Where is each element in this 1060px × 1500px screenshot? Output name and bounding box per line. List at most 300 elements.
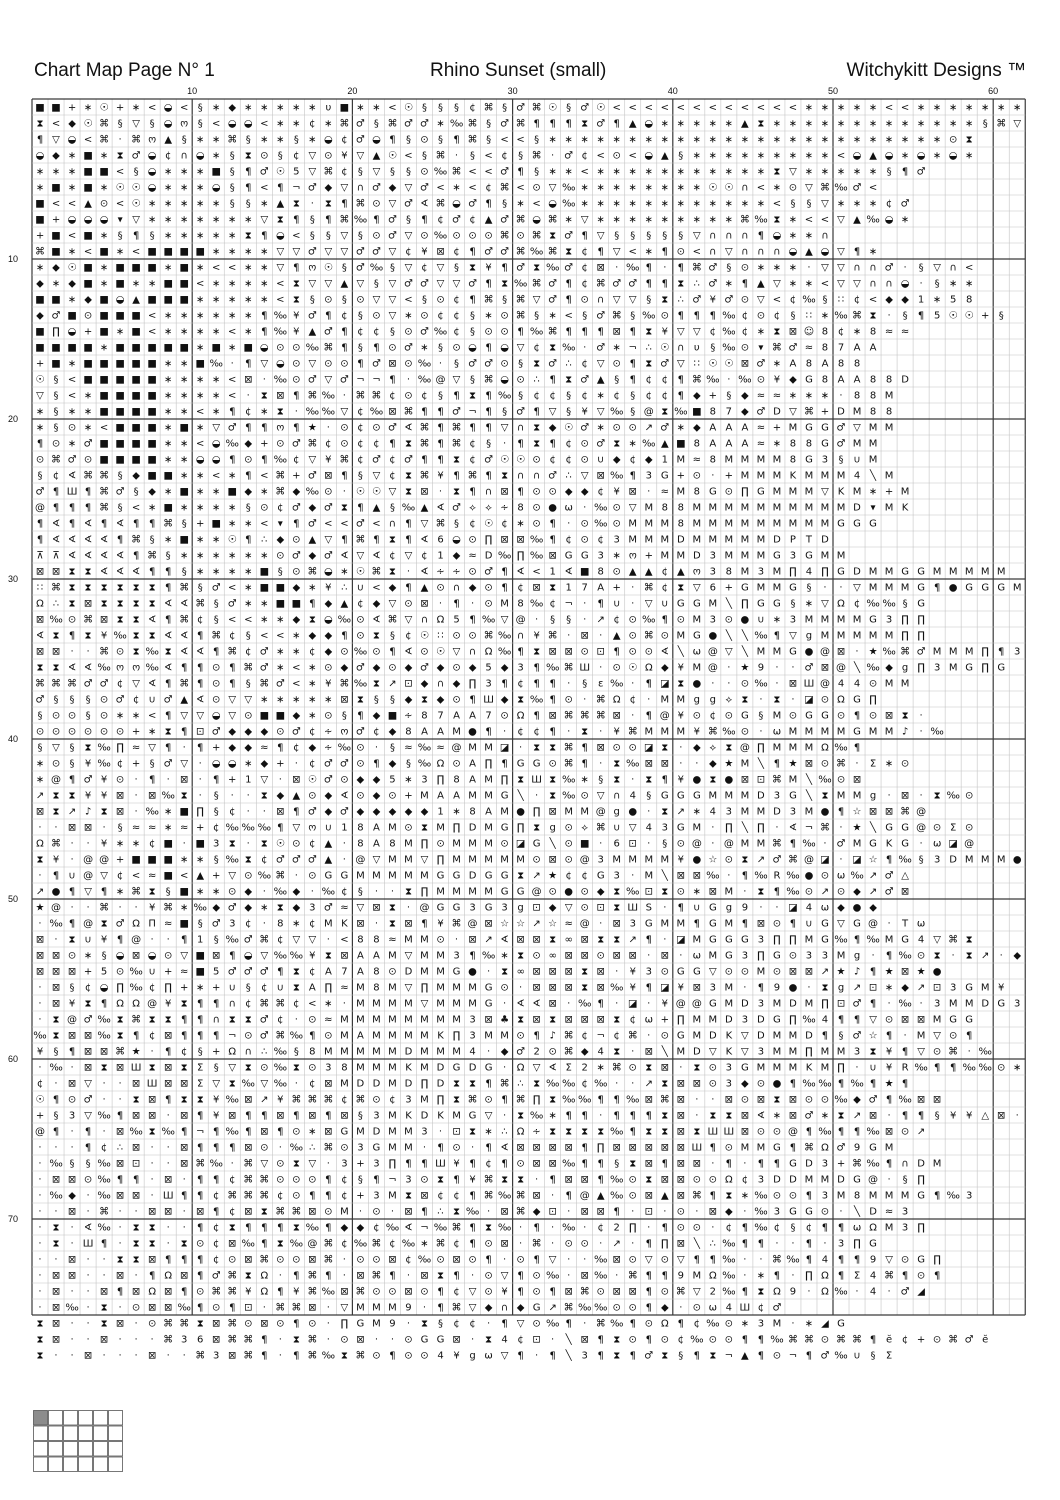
stitch-symbol: 1 (245, 774, 252, 786)
stitch-symbol: ◒ (644, 118, 654, 130)
stitch-symbol: ∗ (244, 310, 253, 322)
stitch-symbol: ⌘ (275, 1206, 286, 1218)
stitch-symbol: ¶ (405, 518, 412, 530)
stitch-symbol: ∗ (147, 198, 157, 210)
stitch-symbol: ⧗ (180, 790, 188, 802)
stitch-symbol: ⊠ (676, 1078, 686, 1090)
stitch-symbol: ∗ (35, 166, 45, 178)
stitch-symbol: ☉ (628, 662, 638, 674)
stitch-symbol: ⊙ (420, 646, 429, 658)
stitch-symbol: @ (83, 870, 94, 882)
stitch-symbol: ∗ (676, 134, 686, 146)
stitch-symbol: § (245, 502, 251, 514)
stitch-symbol: ¶ (229, 1302, 236, 1314)
stitch-symbol: D (404, 966, 413, 978)
stitch-symbol: ¶ (853, 1126, 861, 1138)
stitch-symbol: ╲ (565, 1350, 572, 1362)
thumbnail-page-cell (64, 1442, 78, 1457)
stitch-symbol: M (820, 550, 830, 562)
stitch-symbol: ∗ (804, 390, 814, 402)
stitch-symbol: ◒ (211, 438, 221, 450)
stitch-symbol: ⧗ (933, 950, 941, 962)
stitch-symbol: ¶ (837, 1126, 845, 1138)
stitch-symbol: ¢ (421, 550, 428, 562)
stitch-symbol: ⧗ (549, 582, 557, 594)
stitch-symbol: ♂ (387, 230, 397, 242)
stitch-symbol: g (725, 902, 733, 914)
stitch-symbol: ⌘ (99, 902, 110, 914)
stitch-symbol: ‰ (97, 758, 111, 770)
stitch-symbol: ¢ (341, 134, 348, 146)
stitch-symbol: ⌘ (627, 1270, 638, 1282)
stitch-symbol: ⌘ (99, 470, 110, 482)
stitch-symbol: · (342, 998, 346, 1010)
stitch-symbol: · (855, 1286, 859, 1298)
stitch-symbol: ‰ (642, 614, 656, 626)
stitch-symbol: + (404, 790, 413, 802)
stitch-symbol: § (133, 486, 139, 498)
stitch-symbol: ‰ (417, 1254, 432, 1266)
stitch-symbol: ▽ (821, 598, 829, 610)
stitch-symbol: + (51, 214, 61, 226)
stitch-symbol: ∗ (179, 438, 189, 450)
stitch-symbol: ∗ (868, 486, 878, 498)
chart-map-page-label: Chart Map Page N° 1 (34, 60, 215, 81)
stitch-symbol: ‰ (706, 870, 720, 882)
stitch-symbol: M (580, 806, 590, 818)
stitch-symbol: Ω (821, 742, 829, 754)
stitch-symbol: ♂ (403, 278, 413, 290)
stitch-symbol: M (836, 470, 846, 482)
stitch-symbol: ⊙ (548, 758, 557, 770)
stitch-symbol: ⊙ (756, 1126, 766, 1138)
stitch-symbol: · (38, 1286, 42, 1298)
stitch-symbol: ⊠ (228, 1350, 237, 1362)
stitch-symbol: G (837, 566, 845, 578)
stitch-symbol: G (532, 758, 541, 770)
stitch-symbol: ☉ (131, 198, 141, 210)
stitch-symbol: ‰ (497, 550, 512, 562)
stitch-symbol: ∗ (724, 198, 734, 210)
stitch-symbol: · (374, 918, 379, 930)
stitch-symbol: ⧗ (741, 854, 749, 866)
stitch-symbol: ∗ (179, 230, 189, 242)
stitch-symbol: G (340, 1126, 349, 1138)
stitch-symbol: § (982, 118, 988, 130)
stitch-symbol: ∗ (804, 166, 814, 178)
column-number: 20 (347, 86, 358, 96)
stitch-symbol: < (244, 614, 253, 626)
stitch-symbol: ¶ (549, 694, 556, 706)
stitch-symbol: ■ (131, 358, 141, 370)
stitch-symbol: ¢ (773, 310, 781, 322)
stitch-symbol: ‰ (529, 1110, 544, 1122)
stitch-symbol: ■ (179, 806, 189, 818)
stitch-symbol: ¥ (100, 838, 108, 850)
stitch-symbol: ⧗ (276, 1238, 284, 1250)
stitch-symbol: ∢ (500, 1142, 509, 1154)
stitch-symbol: ⊠ (788, 1110, 798, 1122)
stitch-symbol: · (711, 838, 715, 850)
stitch-symbol: · (86, 646, 90, 658)
stitch-symbol: ⊠ (564, 1014, 573, 1026)
stitch-symbol: ▽ (260, 1078, 269, 1090)
stitch-symbol: § (389, 502, 395, 514)
stitch-symbol: · (711, 822, 715, 834)
thumbnail-page-cell (94, 1457, 108, 1472)
stitch-symbol: ¢ (213, 1222, 220, 1234)
stitch-symbol: @ (35, 1126, 46, 1138)
stitch-symbol: ♂ (420, 662, 429, 674)
stitch-symbol: ∗ (35, 774, 45, 786)
stitch-symbol: ¶ (229, 406, 236, 418)
stitch-symbol: § (293, 1046, 299, 1058)
stitch-symbol: ⧗ (36, 1334, 44, 1346)
stitch-symbol: ⧗ (549, 934, 557, 946)
stitch-symbol: ■ (99, 310, 109, 322)
stitch-symbol: ⧗ (84, 998, 92, 1010)
stitch-symbol: ¶ (245, 1126, 252, 1138)
stitch-symbol: G (869, 1238, 877, 1250)
stitch-symbol: M (868, 630, 878, 642)
stitch-symbol: M (868, 438, 878, 450)
stitch-symbol: ‰ (337, 614, 352, 626)
stitch-symbol: ⊙ (452, 758, 461, 770)
stitch-symbol: · (38, 1174, 42, 1186)
stitch-symbol: ∗ (948, 278, 958, 290)
stitch-symbol: < (67, 198, 77, 210)
stitch-symbol: § (454, 358, 460, 370)
stitch-symbol: 5 (453, 614, 460, 626)
stitch-symbol: ⊙ (628, 1302, 637, 1314)
stitch-symbol: A (453, 790, 460, 802)
stitch-symbol: G (452, 966, 461, 978)
stitch-symbol: ∗ (324, 118, 333, 130)
stitch-symbol: 8 (789, 454, 797, 466)
stitch-symbol: ⊙ (564, 838, 573, 850)
stitch-symbol: ¶ (68, 774, 76, 786)
stitch-symbol: ♂ (596, 310, 606, 322)
stitch-symbol: · (711, 678, 715, 690)
stitch-symbol: M (932, 1014, 942, 1026)
stitch-symbol: ◆ (356, 806, 365, 818)
stitch-symbol: ⧗ (340, 502, 348, 514)
stitch-symbol: ‰ (321, 1286, 336, 1298)
stitch-symbol: · (727, 374, 731, 386)
stitch-symbol: < (228, 614, 237, 626)
stitch-symbol: ≈ (340, 902, 349, 914)
stitch-symbol: ♂ (227, 422, 237, 434)
stitch-symbol: ∗ (772, 614, 782, 626)
stitch-symbol: ⧗ (228, 838, 236, 850)
stitch-symbol: ∗ (163, 438, 173, 450)
stitch-symbol: ¶ (341, 470, 348, 482)
stitch-symbol: ⊙ (292, 342, 301, 354)
stitch-symbol: · (150, 934, 154, 946)
stitch-symbol: ¶ (100, 1238, 108, 1250)
stitch-symbol: ⌘ (739, 214, 750, 226)
stitch-symbol: ¢ (357, 598, 364, 610)
stitch-symbol: ⊠ (196, 1206, 205, 1218)
stitch-symbol: ‰ (337, 742, 352, 754)
stitch-symbol: 4 (869, 1286, 877, 1298)
stitch-symbol: ◆ (228, 102, 237, 114)
stitch-symbol: ⊙ (484, 1286, 493, 1298)
stitch-symbol: ¶ (437, 406, 444, 418)
stitch-symbol: ⊙ (500, 710, 509, 722)
stitch-symbol: ★ (916, 966, 926, 978)
stitch-symbol: ⌘ (836, 1334, 847, 1346)
stitch-symbol: § (389, 166, 395, 178)
stitch-symbol: ⟡ (725, 694, 733, 706)
stitch-symbol: ∏ (853, 1238, 861, 1250)
stitch-symbol: ⊠ (131, 1110, 141, 1122)
stitch-symbol: § (598, 774, 604, 786)
stitch-symbol: · (294, 870, 298, 882)
stitch-symbol: · (567, 1206, 571, 1218)
stitch-symbol: ∗ (740, 166, 750, 178)
stitch-symbol: ‰ (593, 1254, 608, 1266)
stitch-symbol: M (452, 1014, 461, 1026)
stitch-symbol: ⊙ (548, 486, 557, 498)
stitch-symbol: ◆ (308, 630, 317, 642)
stitch-symbol: ♂ (259, 1030, 269, 1042)
stitch-symbol: ⊠ (580, 1174, 589, 1186)
stitch-symbol: ⊠ (115, 1190, 125, 1202)
stitch-symbol: ¶ (277, 1286, 284, 1298)
stitch-symbol: ⊡ (452, 1126, 461, 1138)
stitch-symbol: ⊠ (788, 678, 798, 690)
stitch-symbol: ⧗ (533, 646, 541, 658)
stitch-symbol: ⊙ (244, 710, 253, 722)
stitch-symbol: ⌘ (563, 1046, 574, 1058)
stitch-symbol: G (853, 694, 861, 706)
stitch-symbol: ■ (115, 454, 125, 466)
stitch-symbol: A (597, 582, 605, 594)
stitch-symbol: § (53, 406, 59, 418)
stitch-symbol: ¢ (533, 342, 540, 354)
pattern-title: Rhino Sunset (small) (430, 60, 607, 81)
stitch-symbol: ⊡ (596, 902, 605, 914)
stitch-symbol: ∗ (212, 550, 221, 562)
stitch-symbol: Ω (484, 646, 493, 658)
stitch-symbol: ¶ (517, 438, 524, 450)
stitch-symbol: ∗ (916, 134, 926, 146)
stitch-symbol: ¶ (213, 1206, 220, 1218)
stitch-symbol: ∢ (83, 550, 93, 562)
stitch-symbol: ♂ (452, 502, 462, 514)
stitch-symbol: ■ (163, 854, 173, 866)
stitch-symbol: ¶ (485, 342, 492, 354)
stitch-symbol: ⊙ (324, 1030, 333, 1042)
stitch-symbol: § (566, 614, 572, 626)
stitch-symbol: ∢ (756, 1110, 766, 1122)
stitch-symbol: ¶ (709, 1190, 717, 1202)
stitch-symbol: ⊠ (852, 774, 862, 786)
stitch-symbol: ⧗ (292, 1222, 300, 1234)
stitch-symbol: ¶ (565, 294, 572, 306)
stitch-symbol: ¢ (357, 438, 364, 450)
stitch-symbol: M (820, 1062, 830, 1074)
stitch-symbol: ¢ (613, 1030, 620, 1042)
stitch-symbol: ◒ (884, 150, 894, 162)
stitch-symbol: ⧗ (100, 918, 108, 930)
stitch-symbol: ⊠ (548, 998, 557, 1010)
stitch-symbol: < (67, 390, 77, 402)
stitch-symbol: ⊙ (788, 1190, 798, 1202)
stitch-symbol: · (919, 278, 923, 290)
stitch-symbol: ⊙ (372, 1254, 381, 1266)
stitch-symbol: · (86, 1334, 90, 1346)
stitch-symbol: ▽ (84, 1110, 92, 1122)
stitch-symbol: ∗ (212, 150, 221, 162)
stitch-symbol: ∗ (228, 294, 237, 306)
stitch-symbol: ◒ (211, 182, 221, 194)
stitch-symbol: ⧗ (645, 358, 653, 370)
stitch-symbol: ⊙ (484, 230, 493, 242)
stitch-symbol: ∗ (612, 342, 621, 354)
stitch-symbol: ¶ (581, 758, 588, 770)
stitch-symbol: ¢ (453, 326, 460, 338)
row-number: 50 (8, 894, 19, 904)
stitch-symbol: M (436, 1046, 445, 1058)
stitch-symbol: ∗ (244, 294, 253, 306)
stitch-symbol: < (804, 214, 814, 226)
stitch-symbol: ∏ (516, 822, 525, 834)
stitch-symbol: 4 (805, 566, 813, 578)
stitch-symbol: ¥ (773, 374, 781, 386)
stitch-symbol: · (663, 262, 667, 274)
stitch-symbol: ∏ (917, 614, 925, 626)
stitch-symbol: ¶ (549, 438, 556, 450)
stitch-symbol: ∗ (548, 310, 557, 322)
stitch-symbol: ◆ (324, 630, 333, 642)
stitch-symbol: ⧗ (661, 806, 669, 818)
stitch-symbol: ∢ (99, 550, 109, 562)
stitch-symbol: M (724, 982, 734, 994)
stitch-symbol: M (372, 1046, 381, 1058)
stitch-symbol: ⌘ (852, 1158, 863, 1170)
stitch-symbol: G (500, 886, 509, 898)
stitch-symbol: @ (916, 822, 927, 834)
stitch-symbol: @ (868, 918, 879, 930)
stitch-symbol: ⊙ (292, 566, 301, 578)
stitch-symbol: @ (419, 902, 430, 914)
stitch-symbol: Ω (725, 1174, 733, 1186)
stitch-symbol: ⊠ (163, 1302, 173, 1314)
stitch-symbol: ¶ (741, 1334, 749, 1346)
thumbnail-page-cell (34, 1411, 48, 1426)
stitch-symbol: § (438, 102, 444, 114)
stitch-symbol: ▽ (789, 166, 797, 178)
stitch-symbol: ¶ (549, 1350, 556, 1362)
stitch-symbol: 3 (213, 1350, 220, 1362)
stitch-symbol: ⧗ (645, 774, 653, 786)
stitch-symbol: ⊙ (484, 598, 493, 610)
stitch-symbol: ¶ (821, 1030, 829, 1042)
stitch-symbol: ◪ (515, 838, 526, 850)
stitch-symbol: 4 (597, 1046, 604, 1058)
stitch-symbol: ⊙ (964, 822, 974, 834)
stitch-symbol: · (903, 1030, 907, 1042)
stitch-symbol: ∗ (244, 582, 253, 594)
stitch-symbol: § (117, 822, 123, 834)
stitch-symbol: M (820, 518, 830, 530)
stitch-symbol: ⊠ (67, 1078, 77, 1090)
stitch-symbol: ♂ (355, 134, 365, 146)
stitch-symbol: ▽ (644, 598, 653, 610)
stitch-symbol: 8 (885, 374, 893, 386)
stitch-symbol: ▲ (420, 502, 429, 514)
stitch-symbol: ⊙ (404, 358, 413, 370)
stitch-symbol: @ (675, 998, 686, 1010)
stitch-symbol: ⊠ (868, 1110, 878, 1122)
stitch-symbol: ¢ (469, 454, 476, 466)
stitch-symbol: ⧗ (645, 1126, 653, 1138)
stitch-symbol: ∗ (724, 166, 734, 178)
stitch-symbol: ◆ (372, 710, 381, 722)
stitch-symbol: ∗ (548, 134, 557, 146)
stitch-symbol: ∗ (932, 102, 942, 114)
stitch-symbol: ▽ (837, 918, 845, 930)
stitch-symbol: ∞ (516, 966, 525, 978)
thumbnail-page-cell (49, 1442, 63, 1457)
stitch-symbol: M (772, 1062, 782, 1074)
stitch-symbol: · (38, 822, 42, 834)
stitch-symbol: < (324, 518, 333, 530)
stitch-symbol: ⟡ (469, 502, 476, 514)
stitch-symbol: ♂ (275, 678, 285, 690)
stitch-symbol: 8 (469, 806, 476, 818)
stitch-symbol: ¶ (501, 758, 508, 770)
stitch-symbol: ⧗ (645, 1062, 653, 1074)
stitch-symbol: ⊙ (196, 1286, 205, 1298)
stitch-symbol: · (839, 822, 843, 834)
stitch-symbol: ∗ (644, 182, 653, 194)
stitch-symbol: ∗ (660, 198, 669, 210)
stitch-symbol: + (356, 1190, 365, 1202)
stitch-symbol: ¶ (453, 390, 460, 402)
stitch-symbol: + (67, 102, 77, 114)
stitch-symbol: ◆ (244, 438, 253, 450)
stitch-symbol: M (852, 486, 862, 498)
stitch-symbol: ‰ (497, 630, 512, 642)
stitch-symbol: ⌘ (547, 630, 558, 642)
stitch-symbol: M (356, 1126, 365, 1138)
stitch-symbol: ⟡ (485, 502, 492, 514)
stitch-symbol: ☉ (355, 566, 365, 578)
stitch-symbol: ▽ (260, 214, 269, 226)
stitch-symbol: ∗ (276, 646, 285, 658)
stitch-symbol: ¥ (213, 1094, 220, 1106)
stitch-symbol: ▽ (933, 262, 941, 274)
stitch-symbol: M (772, 486, 782, 498)
stitch-symbol: ⧗ (148, 582, 156, 594)
stitch-symbol: D (468, 822, 477, 834)
stitch-symbol: ⊙ (308, 1318, 317, 1330)
stitch-symbol: M (820, 1046, 830, 1058)
stitch-symbol: · (406, 566, 411, 578)
stitch-symbol: ¶ (325, 1222, 332, 1234)
stitch-symbol: ¶ (869, 1078, 877, 1090)
stitch-symbol: M (724, 518, 734, 530)
stitch-symbol: ■ (99, 166, 109, 178)
stitch-symbol: ⊠ (131, 1142, 141, 1154)
stitch-symbol: ‰ (834, 742, 848, 754)
stitch-symbol: M (388, 982, 397, 994)
stitch-symbol: g (709, 694, 717, 706)
stitch-symbol: · (102, 1350, 106, 1362)
